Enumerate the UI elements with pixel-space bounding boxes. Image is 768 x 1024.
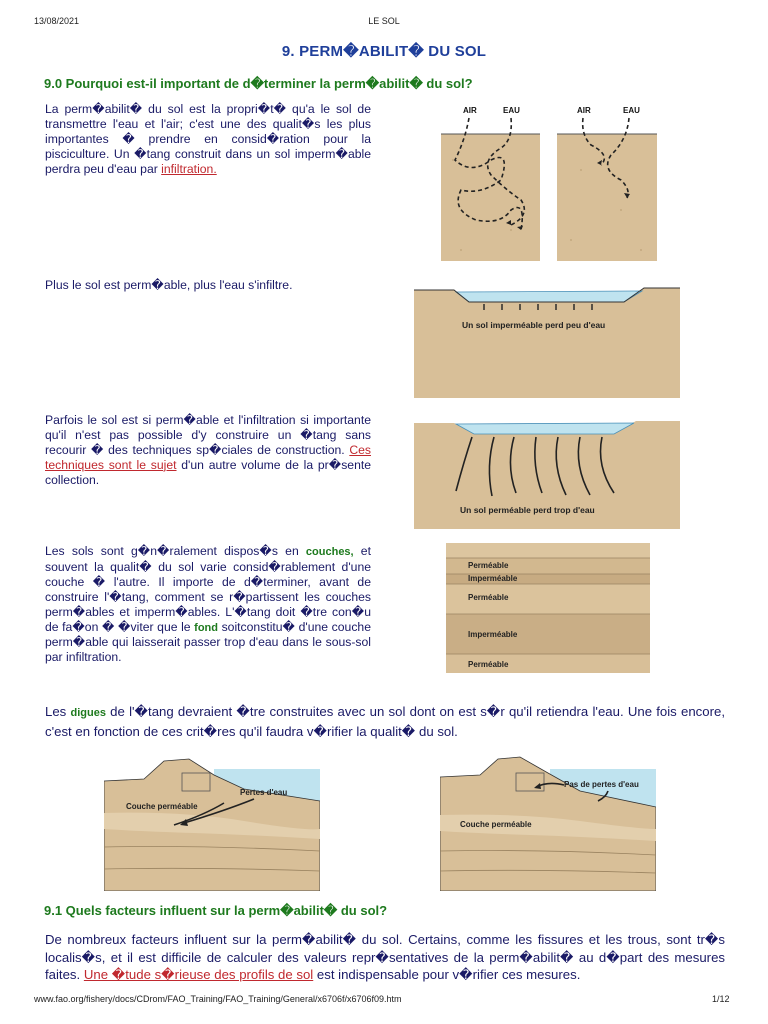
label-permeable-layer: Couche perméable: [460, 820, 532, 829]
layer-label-2: Imperméable: [468, 574, 518, 583]
figure-dike-no-loss: [440, 751, 656, 891]
paragraph-text: Les sols sont g�n�ralement dispos�s en: [45, 544, 306, 558]
paragraph-text: De nombreux facteurs influent sur la perm�abilit� du sol. Certains, comme les fissures et les trous, sont tr�s localis�s, et il est difficile de calculer des valeurs repr�sentatives de la perm�abilit� au d�part des mesures faites.: [45, 932, 725, 982]
paragraph-text: Parfois le sol est si perm�able et l'infiltration si importante qu'il n'est pas possible d'y construire un �tang sans recourir � des techniques sp�ciales de construction.: [45, 413, 371, 457]
section-heading-9-0: 9.0 Pourquoi est-il important de d�terminer la perm�abilit� du sol?: [44, 76, 473, 91]
section-heading-9-1: 9.1 Quels facteurs influent sur la perm�abilit� du sol?: [44, 903, 388, 918]
print-doc-title: LE SOL: [368, 16, 400, 26]
layer-label-1: Perméable: [468, 561, 509, 570]
label-permeable-layer: Couche perméable: [126, 802, 198, 811]
paragraph-permeability-definition: [45, 102, 371, 177]
paragraph-text: d'un autre volume de la pr�sente collection.: [45, 457, 372, 487]
paragraph-dikes: [45, 703, 725, 740]
link-infiltration[interactable]: infiltration.: [161, 161, 217, 176]
link-soil-profile-study[interactable]: Une �tude s�rieuse des profils de sol: [83, 967, 314, 982]
figure-air-water-soil: [441, 100, 657, 262]
air-label-right: AIR: [577, 106, 591, 115]
label-water-loss: Pertes d'eau: [240, 788, 288, 797]
paragraph-more-permeable: Plus le sol est perm�able, plus l'eau s'infiltre.: [45, 278, 293, 292]
air-label-left: AIR: [463, 106, 477, 115]
label-no-water-loss: Pas de pertes d'eau: [564, 780, 639, 789]
paragraph-text: est indispensable pour v�rifier ces mesures.: [313, 967, 581, 982]
paragraph-text: La perm�abilit� du sol est la propri�t� qu'a le sol de transmettre l'eau et l'air; c'est une des qualit�s les plus importantes � prendre en consid�ration pour la pisciculture. Un �tang construit dans un sol imperm�able perdra peu d'eau par: [45, 102, 371, 176]
footer-page-number: 1/12: [712, 994, 730, 1004]
figure-caption-permeable: Un sol perméable perd trop d'eau: [460, 505, 595, 515]
paragraph-too-permeable: [45, 413, 371, 488]
page-title: 9. PERM�ABILIT� DU SOL: [281, 43, 487, 60]
eau-label-left: EAU: [503, 106, 520, 115]
layer-label-5: Perméable: [468, 660, 509, 669]
keyword-digues: digues: [70, 707, 106, 719]
figure-dike-water-loss: [104, 751, 320, 891]
keyword-fond: fond: [194, 621, 218, 634]
print-date: 13/08/2021: [34, 16, 80, 26]
paragraph-text: et souvent la qualit� du sol varie consid�rablement d'une couche � l'autre. Il importe de d�terminer, avant de construire l'�tang, comment se r�partissent les couches perm�ables et imperm�ables. L'�tang doit �tre con�u de fa�on � �viter que le: [45, 544, 371, 634]
layer-label-3: Perméable: [468, 593, 509, 602]
keyword-couches: couches,: [305, 546, 354, 558]
paragraph-soil-layers: [45, 544, 371, 665]
footer-url: www.fao.org/fishery/docs/CDrom/FAO_Training/FAO_Training/General/x6706f/x6706f09.htm: [34, 994, 402, 1004]
figure-soil-layers: [446, 543, 650, 673]
figure-permeable-soil: [414, 411, 680, 529]
layer-label-4: Imperméable: [468, 630, 518, 639]
link-special-techniques[interactable]: Ces techniques sont le sujet: [45, 442, 371, 472]
figure-caption-impermeable: Un sol imperméable perd peu d'eau: [462, 320, 606, 330]
eau-label-right: EAU: [623, 106, 640, 115]
paragraph-factors: [45, 931, 725, 984]
paragraph-text: soitconstitu� d'une couche perm�able qui laisserait passer trop d'eau dans le sous-sol par infiltration.: [45, 619, 371, 665]
figure-impermeable-soil: [414, 276, 680, 398]
paragraph-text: Les: [45, 704, 71, 719]
paragraph-text: de l'�tang devraient �tre construites avec un sol dont on est s�r qu'il retiendra l'eau. Une fois encore, c'est en fonction de ces crit�res qu'il faudra v�rifier la qualit� du sol.: [45, 704, 725, 739]
